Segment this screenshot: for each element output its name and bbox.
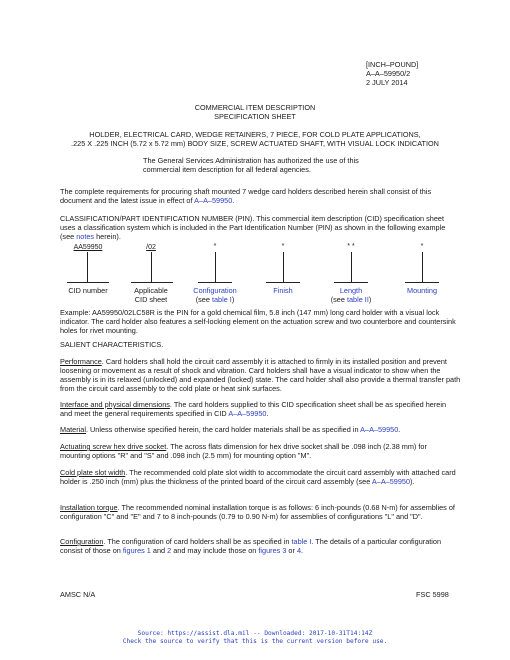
title-line-1: COMMERCIAL ITEM DESCRIPTION [194,103,316,112]
pin-sheet-label: Applicable CID sheet [134,286,168,304]
intro-spec-link[interactable]: A–A–59950 [194,196,233,205]
configuration-heading: Configuration [60,537,104,546]
pin-mounting-code: * [420,243,424,250]
subject-line-2: .225 X .225 INCH (5.72 x 5.72 mm) BODY SIZE, SCREW ACTUATED SHAFT, WITH VISUAL LOCK INDICATION [71,139,439,148]
torque-heading: Installation torque [60,503,118,512]
figure-2-link[interactable]: 2 [167,546,172,555]
pin-cid-number-code: AA59950 [73,244,103,251]
gsa-line-1: The General Services Administration has authorized the use of this [143,156,359,165]
pin-configuration-code: * [213,243,217,250]
table-i-link[interactable]: table I [211,295,232,304]
pin-bracket-base [131,282,173,283]
document-date: 2 JULY 2014 [366,78,408,87]
salient-heading: SALIENT CHARACTERISTICS. [60,340,164,349]
inch-pound-label: [INCH–POUND] [366,60,419,69]
classification-text: CLASSIFICATION/PART IDENTIFICATION NUMBER (PIN). This commercial item description (CID) specification sheet uses a classification system which is included in the Part Identification Number (PIN) as shown in the following example (see [60,214,446,241]
config-table-i-link[interactable]: table I [291,537,312,546]
socket-paragraph: Actuating screw hex drive socket. The across flats dimension for hex drive socket shall be .098 inch (2.38 mm) for mounting options "R" and "S" and .098 inch (2.5 mm) for mounting option "M". [60,442,427,460]
amsc-label: AMSC N/A [60,590,96,599]
material-heading: Material [60,425,86,434]
interface-spec-link[interactable]: A–A–59950 [228,409,267,418]
gsa-authorization [143,156,443,174]
intro-text: The complete requirements for procuring shaft mounted 7 wedge card holders described herein shall consist of this document and the latest issue in effect of [60,187,432,205]
subject-line-1: HOLDER, ELECTRICAL CARD, WEDGE RETAINERS, 7 PIECE, FOR COLD PLATE APPLICATIONS, [89,130,421,139]
pin-bracket-base [405,282,439,283]
document-id-block [366,60,486,87]
pin-diagram [0,240,510,306]
pin-finish-label: Finish [273,286,293,295]
gsa-line-2: commercial item description for all federal agencies. [143,165,311,174]
pin-sheet-code: /02 [146,244,156,251]
classification-paragraph: CLASSIFICATION/PART IDENTIFICATION NUMBER (PIN). This commercial item description (CID) specification sheet uses a classification system which is included in the Part Identification Number (PIN) as shown in the following example (see notes herein). [60,214,446,241]
title-line-2: SPECIFICATION SHEET [214,112,296,121]
pin-cid-number-label: CID number [68,286,108,295]
pin-bracket-line [422,252,423,282]
pin-bracket-base [266,282,300,283]
source-notice [0,630,510,646]
configuration-paragraph: Configuration. The configuration of card holders shall be as specified in table I. The details of a particular configuration consist of those on figures 1 and 2 and may include those on figures 3 or 4. [60,537,442,555]
intro-paragraph: The complete requirements for procuring shaft mounted 7 wedge card holders described herein shall consist of this document and the latest issue in effect of A–A–59950. [60,187,432,205]
material-spec-link[interactable]: A–A–59950 [360,425,399,434]
pin-finish-code: * [281,243,285,250]
pin-bracket-line [215,252,216,282]
slot-heading: Cold plate slot width [60,468,126,477]
pin-bracket-base [198,282,232,283]
subject-heading [0,130,510,148]
page-title [0,103,510,121]
socket-heading: Actuating screw hex drive socket [60,442,167,451]
figures-3-link[interactable]: figures 3 [258,546,287,555]
slot-paragraph: Cold plate slot width. The recommended cold plate slot width to accommodate the circuit card assembly with attached card holder is .250 inch (mm) plus the thickness of the printed board of the circuit card assembly (see A–A–59950). [60,468,456,486]
pin-bracket-line [151,252,152,282]
pin-mounting-label: Mounting [406,286,438,295]
pin-configuration-label: Configuration (see table I) [193,286,237,304]
material-paragraph: Material. Unless otherwise specified herein, the card holder materials shall be as specified in A–A–59950. [60,425,401,434]
slot-spec-link[interactable]: A–A–59950 [371,477,411,486]
notes-link[interactable]: notes [76,232,95,241]
source-line-2: Check the source to verify that this is the current version before use. [122,638,388,645]
interface-heading: Interface and physical dimensions [60,400,170,409]
document-number: A–A–59950/2 [366,69,411,78]
figure-4-link[interactable]: 4 [296,546,301,555]
pin-bracket-line [351,252,352,282]
source-line-1: Source: https://assist.dla.mil -- Downloaded: 2017-10-31T14:14Z [137,630,373,637]
pin-length-code: * * [347,243,355,250]
table-ii-link[interactable]: table II [346,295,369,304]
interface-paragraph: Interface and physical dimensions. The card holders supplied to this CID specification sheet shall be as specified herein and meet the general requirements specified in CID A–A–59950. [60,400,447,418]
performance-heading: Performance [60,357,102,366]
performance-paragraph: Performance. Card holders shall hold the circuit card assembly it is attached to firmly in its installed position and prevent loosening or movement as a result of shock and vibration. Card holders shall have a visual indicator to show when the assembly is in its relaxed (unlocked) and expanded (locked) state. The card holder shall also provide a thermal transfer path from the circuit card assembly to the cold plate or heat sink surfaces. [60,357,461,393]
example-paragraph: Example: AA59950/02LC58R is the PIN for a gold chemical film, 5.8 inch (147 mm) long card holder with a visual lock indicator. The card holder also features a self-locking element on the actuation screw and two counterbore and countersink holes for rivet mounting. [60,308,456,335]
pin-bracket-line [283,252,284,282]
pin-length-label: Length (see table II) [330,286,372,304]
figures-1-link[interactable]: figures 1 [122,546,151,555]
pin-bracket-base [334,282,368,283]
pin-bracket-line [87,252,88,282]
fsc-label: FSC 5998 [416,590,449,599]
torque-paragraph: Installation torque. The recommended nominal installation torque is as follows: 6 inch-pounds (0.68 N-m) for assemblies of configuration "C" and "E" and 7 to 8 inch-pounds (0.79 to 0.90 N-m) for assemblies of configurations "L" and "D". [60,503,455,521]
pin-bracket-base [67,282,109,283]
